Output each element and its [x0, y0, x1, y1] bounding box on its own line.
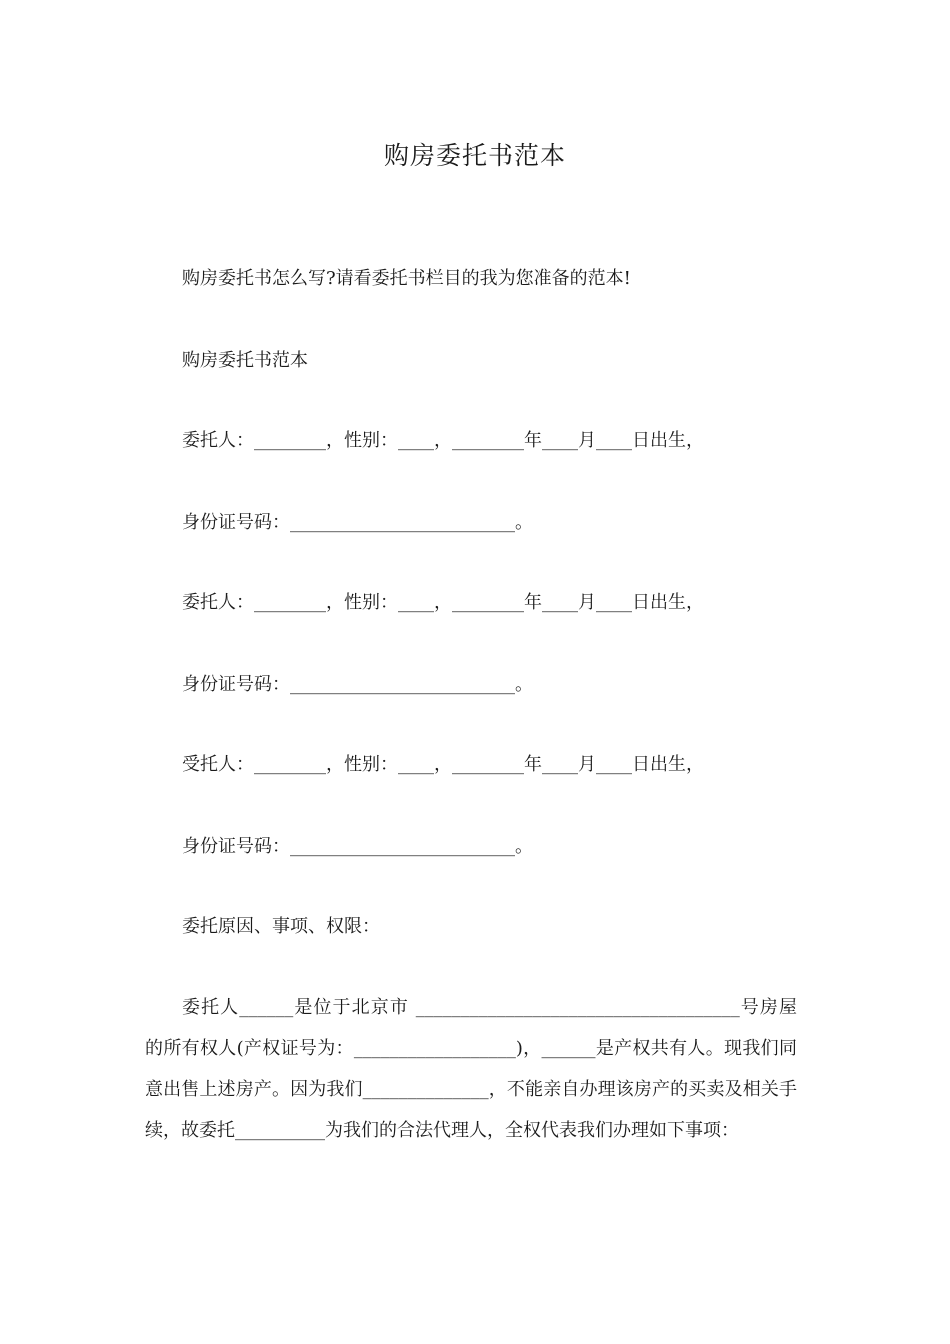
section-subtitle: 购房委托书范本: [182, 350, 308, 371]
body-paragraph: 委托人______是位于北京市 ____________________________________号房屋的所有权人(产权证号为：__________________)，______是产权共有人。现我们同意出售上述房产。因为我们______________，不能亲自办理该房产的买卖及相关手续，故委托__________为我们的合法代理人，全权代表我们办理如下事项：: [145, 997, 797, 1141]
document-title: 购房委托书范本: [383, 141, 566, 170]
intro-text: 购房委托书怎么写?请看委托书栏目的我为您准备的范本!: [182, 268, 631, 289]
agent-line: 受托人：________，性别：____，________年____月____日出生，: [182, 754, 704, 775]
principal-2-line: 委托人：________，性别：____，________年____月____日出生，: [182, 592, 704, 613]
principal-1-line: 委托人：________，性别：____，________年____月____日出生，: [182, 430, 704, 451]
principal-2-id-line: 身份证号码：_________________________。: [182, 674, 533, 695]
agent-id-line: 身份证号码：_________________________。: [182, 836, 533, 857]
scope-heading: 委托原因、事项、权限：: [182, 916, 380, 937]
principal-1-id-line: 身份证号码：_________________________。: [182, 512, 533, 533]
